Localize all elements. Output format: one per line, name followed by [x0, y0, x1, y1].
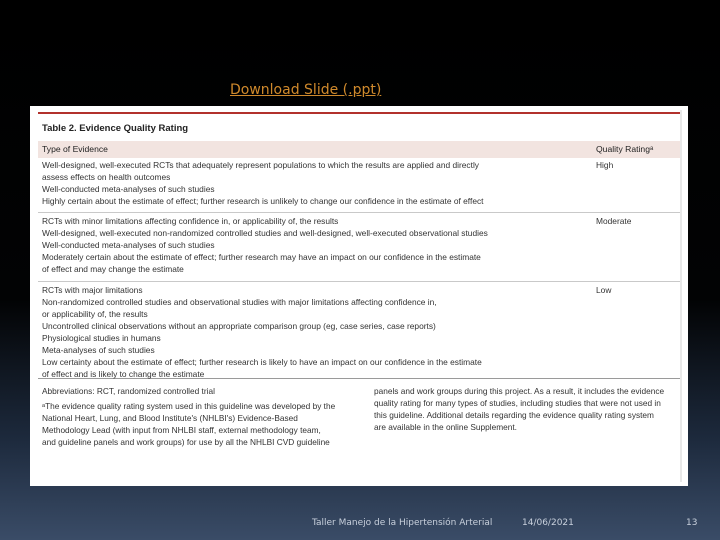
- table-title: Table 2. Evidence Quality Rating: [42, 123, 189, 134]
- evidence-line: Non-randomized controlled studies and observational studies with major limitations affecting confidence in,: [42, 297, 437, 307]
- evidence-line: or applicability of, the results: [42, 309, 148, 319]
- footnotes-left-column: [38, 385, 368, 448]
- table-row: [38, 213, 680, 282]
- evidence-line: Moderately certain about the estimate of effect; further research may have an impact on our confidence in the estimate: [42, 252, 481, 262]
- footnote-line: Abbreviations: RCT, randomized controlled trial: [42, 386, 215, 396]
- footnote-line: Methodology Lead (with input from NHLBI staff, external methodology team,: [42, 425, 321, 435]
- evidence-line: Meta-analyses of such studies: [42, 345, 155, 355]
- footnote-line: quality rating for many types of studies, including studies that were not used in: [374, 398, 661, 408]
- footnote-line: panels and work groups during this project. As a result, it includes the evidence: [374, 386, 665, 396]
- quality-rating-value: Low: [596, 285, 612, 295]
- quality-rating-value: Moderate: [596, 216, 632, 226]
- panel-border: [680, 110, 682, 482]
- evidence-description: [38, 215, 594, 281]
- slide-number: 13: [686, 518, 698, 528]
- evidence-line: RCTs with minor limitations affecting confidence in, or applicability of, the results: [42, 216, 339, 226]
- footnote-line: this guideline. Additional details regarding the evidence quality rating system: [374, 410, 654, 420]
- evidence-description: [38, 159, 594, 212]
- download-slide-link[interactable]: Download Slide (.ppt): [230, 82, 382, 98]
- footnote-line: are available in the online Supplement.: [374, 422, 517, 432]
- header-quality-rating: Quality Ratingᵃ: [596, 144, 654, 154]
- footnote-line: and guideline panels and work groups) for use by all the NHLBI CVD guideline: [42, 437, 330, 447]
- table-row: [38, 158, 680, 213]
- evidence-line: RCTs with major limitations: [42, 285, 143, 295]
- evidence-line: of effect and is likely to change the estimate: [42, 369, 205, 379]
- evidence-line: of effect and may change the estimate: [42, 264, 184, 274]
- evidence-line: Well-designed, well-executed RCTs that adequately represent populations to which the results are applied and directly: [42, 160, 479, 170]
- evidence-quality-table: [38, 112, 680, 448]
- evidence-line: Uncontrolled clinical observations without an appropriate comparison group (eg, case series, case reports): [42, 321, 436, 331]
- footer-date: 14/06/2021: [522, 518, 574, 528]
- table-row: [38, 282, 680, 379]
- footer-title: Taller Manejo de la Hipertensión Arterial: [312, 518, 493, 528]
- header-type-of-evidence: Type of Evidence: [42, 144, 108, 154]
- evidence-line: assess effects on health outcomes: [42, 172, 171, 182]
- evidence-line: Well-conducted meta-analyses of such studies: [42, 240, 215, 250]
- footnote-line: ᵃThe evidence quality rating system used in this guideline was developed by the: [42, 401, 336, 411]
- table-footnotes: [38, 385, 680, 448]
- evidence-line: Physiological studies in humans: [42, 333, 161, 343]
- evidence-line: Highly certain about the estimate of effect; further research is unlikely to change our confidence in the estimate of effect: [42, 196, 484, 206]
- evidence-line: Well-designed, well-executed non-randomized controlled studies and well-designed, well-executed observational studies: [42, 228, 488, 238]
- evidence-line: Well-conducted meta-analyses of such studies: [42, 184, 215, 194]
- quality-rating-value: High: [596, 160, 614, 170]
- evidence-table-image: [30, 106, 688, 486]
- footnotes-right-column: [368, 385, 680, 448]
- evidence-description: [38, 284, 594, 378]
- footnote-line: National Heart, Lung, and Blood Institute's (NHLBI's) Evidence-Based: [42, 413, 298, 423]
- table-header-row: [38, 141, 680, 158]
- evidence-line: Low certainty about the estimate of effect; further research is likely to have an impact on our confidence in the estimate: [42, 357, 482, 367]
